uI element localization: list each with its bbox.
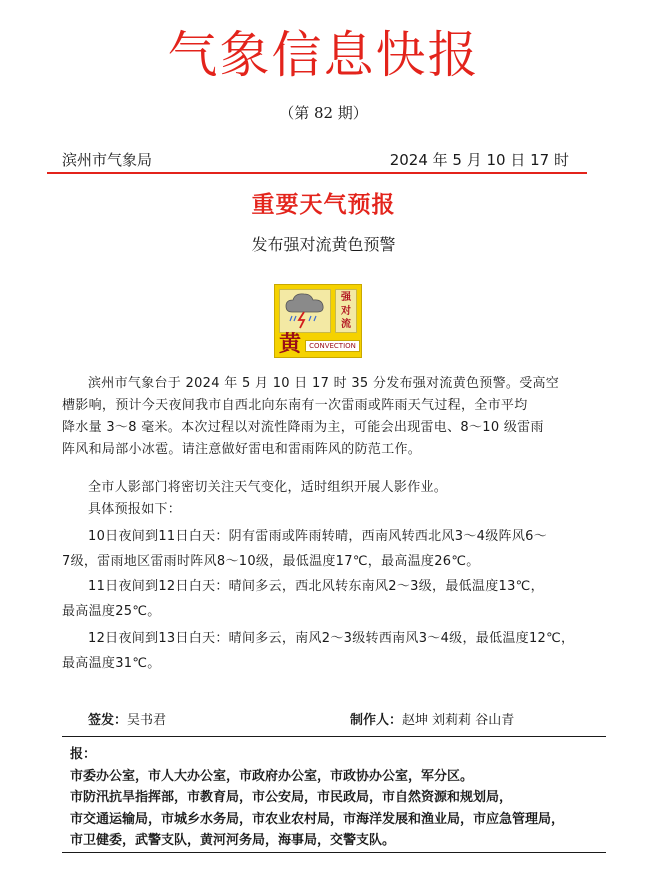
distribution-label: 报： — [70, 747, 97, 762]
paragraph-line: 10日夜间到11日白天：阴有雷雨或阵雨转晴，西南风转西北风3～4级阵风6～ — [88, 529, 547, 544]
signal-type-english: CONVECTION — [305, 340, 360, 352]
signer-label: 签发： — [88, 713, 128, 728]
maker-names: 赵坤 刘莉莉 谷山青 — [402, 713, 515, 728]
signal-type-text — [335, 289, 357, 333]
paragraph-line: 槽影响，预计今天夜间我市自西北向东南有一次雷雨或阵雨天气过程，全市平均 — [62, 398, 528, 413]
intro-paragraph-cont — [62, 395, 582, 461]
signal-type-char: 强 — [341, 292, 351, 303]
forecast-item — [62, 526, 582, 573]
forecast-intro — [62, 499, 608, 521]
paragraph-line: 具体预报如下： — [88, 502, 182, 517]
paragraph-line: 降水量 3～8 毫米。本次过程以对流性降雨为主，可能会出现雷电、8～10 级雷雨 — [62, 420, 544, 435]
maker-block — [350, 709, 514, 728]
paragraph-line: 11日夜间到12日白天：晴间多云，西北风转东南风2～3级，最低温度13℃， — [88, 579, 544, 594]
intro-paragraph — [62, 373, 608, 395]
distribution-line: 市交通运输局，市城乡水务局，市农业农村局，市海洋发展和渔业局，市应急管理局， — [70, 811, 565, 827]
signer-block — [88, 709, 166, 728]
paragraph-line: 12日夜间到13日白天：晴间多云，南风2～3级转西南风3～4级，最低温度12℃， — [88, 631, 575, 646]
thunderstorm-icon — [279, 289, 331, 333]
bulletin-subheadline: 发布强对流黄色预警 — [251, 235, 396, 254]
distribution-line: 市防汛抗旱指挥部，市教育局，市公安局，市民政局，市自然资源和规划局， — [70, 790, 513, 805]
paragraph-line: 最高温度25℃。 — [62, 604, 161, 619]
header-divider — [47, 172, 587, 174]
distribution-line: 市卫健委，武警支队，黄河河务局，海事局，交警支队。 — [70, 833, 396, 848]
issue-number: （第 82 期） — [279, 104, 368, 122]
maker-label: 制作人： — [350, 713, 403, 728]
paragraph-line: 阵风和局部小冰雹。请注意做好雷电和雷雨阵风的防范工作。 — [62, 442, 422, 457]
warning-signal-badge — [274, 284, 362, 358]
signal-type-char: 流 — [341, 319, 351, 330]
paragraph-line: 7级，雷雨地区雷雨时阵风8～10级，最低温度17℃，最高温度26℃。 — [62, 554, 480, 569]
masthead-title: 气象信息快报 — [167, 26, 480, 84]
issuing-organization: 滨州市气象局 — [62, 151, 153, 169]
signer-name: 吴书君 — [127, 713, 167, 728]
forecast-item — [62, 576, 582, 623]
paragraph-line: 全市人影部门将密切关注天气变化，适时组织开展人影作业。 — [88, 480, 448, 495]
signal-level-char: 黄 — [278, 332, 301, 357]
bulletin-headline: 重要天气预报 — [251, 192, 396, 218]
distribution-list — [70, 744, 610, 852]
issue-date: 2024 年 5 月 10 日 17 时 — [389, 151, 569, 169]
notice-paragraph — [62, 477, 608, 499]
signal-type-char: 对 — [341, 305, 351, 317]
paragraph-line: 最高温度31℃。 — [62, 656, 161, 671]
distribution-top-divider — [62, 736, 606, 737]
forecast-item — [62, 628, 582, 675]
distribution-line: 市委办公室，市人大办公室，市政府办公室，市政协办公室，军分区。 — [70, 768, 474, 784]
paragraph-line: 滨州市气象台于 2024 年 5 月 10 日 17 时 35 分发布强对流黄色预警。受高空 — [88, 376, 560, 391]
distribution-bottom-divider — [62, 852, 606, 853]
